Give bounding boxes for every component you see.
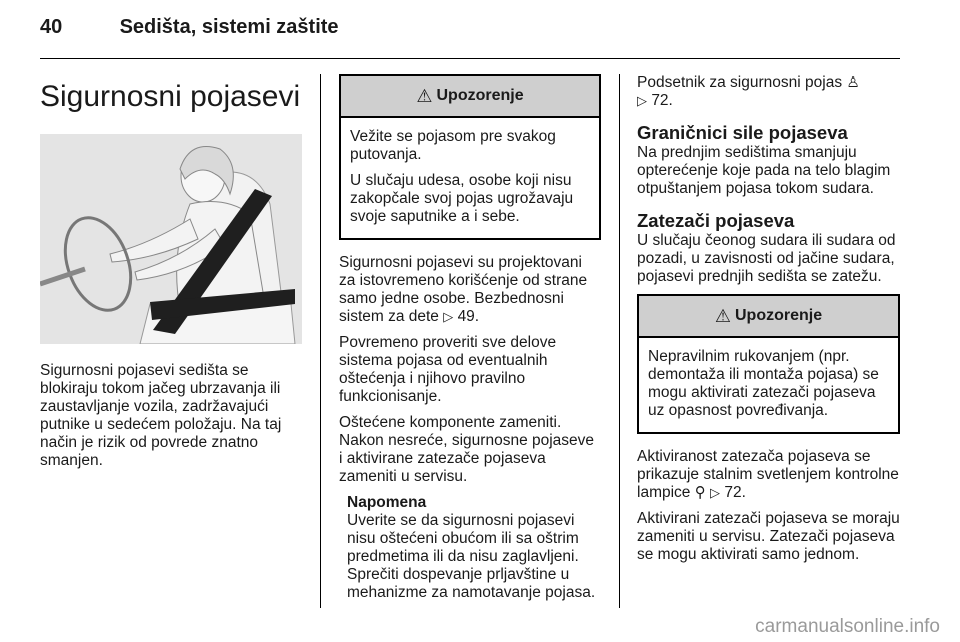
reminder-paragraph [637, 74, 900, 110]
middle-paragraph-1 [339, 254, 601, 326]
seatbelt-illustration [40, 134, 302, 344]
page-number: 40 [40, 16, 63, 38]
warning-header [341, 76, 599, 118]
reminder-ref[interactable]: 72. [651, 92, 673, 109]
warning-triangle-icon: ⚠ [416, 86, 433, 106]
column-divider-2 [619, 74, 620, 608]
ref-arrow-icon: ▷ [710, 485, 721, 500]
ref-arrow-icon: ▷ [443, 309, 454, 324]
chapter-title: Sedišta, sistemi zaštite [119, 16, 339, 38]
right-paragraph-1-ref[interactable]: 72. [724, 484, 746, 501]
page-header [40, 16, 339, 39]
airbag-pretensioner-icon: ⚲ [694, 484, 706, 501]
warning-text-1: Vežite se pojasom pre svakog putovanja. [350, 128, 556, 163]
middle-paragraph-3: Oštećene komponente zameniti. Nakon nesreće, sigurnosne pojaseve i aktivirane zatezače pojaseva zameniti u servisu. [339, 414, 595, 485]
warning-box-2 [637, 294, 900, 434]
left-column [40, 74, 304, 478]
warning-body [341, 118, 599, 238]
right-paragraph-1-text: Aktiviranost zatezača pojaseva se prikazuje stalnim svetlenjem kontrolne lampice [637, 448, 899, 501]
warning-text-2: U slučaju udesa, osobe koji nisu zakopčale svoj pojas ugrožavaju svoje saputnike a i sebe. [350, 172, 574, 225]
pretensioners-text: U slučaju čeonog sudara ili sudara od pozadi, u zavisnosti od jačine sudara, pojasevi prednjih sedišta se zatežu. [637, 232, 896, 285]
right-paragraph-2: Aktivirani zatezači pojaseva se moraju zameniti u servisu. Zatezači pojaseva se mogu aktivirati samo jednom. [637, 510, 900, 563]
middle-paragraph-2: Povremeno proveriti sve delove sistema pojasa od eventualnih oštećenja i njihovo pravilno funkcionisanje. [339, 334, 557, 405]
woman-seatbelt-icon [40, 134, 302, 344]
left-body-text: Sigurnosni pojasevi sedišta se blokiraju tokom jačeg ubrzavanja ili zaustavljanje vozila, zadržavajući putnike u sedećem položaju. Na taj način je rizik od povrede znatno smanjen. [40, 362, 282, 469]
right-paragraph-1 [637, 448, 900, 502]
middle-column [339, 74, 601, 602]
right-column [637, 74, 900, 572]
warning-title: Upozorenje [436, 87, 524, 104]
force-limiters-text: Na prednjim sedištima smanjuju opterećenje koje pada na telo blagim otpuštanjem pojasa tokom sudara. [637, 144, 891, 197]
ref-arrow-icon: ▷ [637, 93, 647, 108]
heading-force-limiters: Graničnici sile pojaseva [637, 122, 848, 143]
seatbelt-reminder-icon: ♙ [846, 74, 860, 91]
middle-paragraph-1-ref[interactable]: 49. [457, 308, 480, 325]
warning-box-1 [339, 74, 601, 240]
heading-pretensioners: Zatezači pojaseva [637, 210, 795, 231]
note-text: Uverite se da sigurnosni pojasevi nisu oštećeni obućom ili sa oštrim predmetima ili da nisu zaglavljeni. Sprečiti dospevanje prljavštine u mehanizme za namotavanje pojasa. [347, 512, 596, 601]
warning-triangle-icon: ⚠ [714, 306, 731, 326]
warning-title: Upozorenje [735, 307, 823, 324]
section-title: Sigurnosni pojasevi [40, 80, 301, 113]
column-divider-1 [320, 74, 321, 608]
header-rule [40, 58, 900, 59]
note-box [339, 494, 601, 602]
warning-header [639, 296, 898, 338]
watermark: carmanualsonline.info [755, 616, 940, 637]
reminder-text: Podsetnik za sigurnosni pojas [637, 74, 843, 91]
warning-text: Nepravilnim rukovanjem (npr. demontaža ili montaža pojasa) se mogu aktivirati zatezači pojaseva uz opasnost povređivanja. [648, 348, 879, 419]
note-title: Napomena [347, 494, 427, 511]
middle-paragraph-1-text: Sigurnosni pojasevi su projektovani za istovremeno korišćenje od strane samo jedne osobe. Bezbednosni sistem za dete [339, 254, 588, 325]
warning-body [639, 338, 898, 432]
